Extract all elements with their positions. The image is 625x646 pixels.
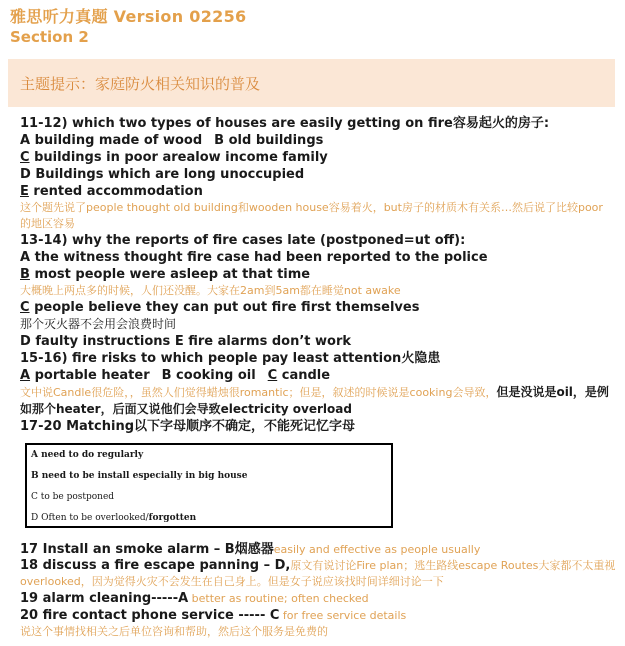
answer-letter: C [20, 150, 30, 165]
q13-options-de: D faulty instructions E fire alarms don’t work [20, 334, 352, 349]
q17-20-heading: 17-20 Matching以下字母顺序不确定，不能死记忆字母 [20, 419, 356, 434]
q13-option-b-note: 大概晚上两点多的时候，人们还没醒。大家在2am到5am都在睡觉not awake [20, 284, 401, 297]
q15-16-note: 文中说Candle很危险，，虽然人们觉得蜡烛很romantic；但是，叙述的时候说是cooking会导致，但是没说是oil，是例如那个heater，后面又说他们会导致electricity overload [20, 385, 609, 416]
table-row: D Often to be overlooked/forgotten [31, 513, 197, 523]
table-row: A need to do regularly [31, 450, 144, 460]
q11-12-note: 这个题先说了people thought old building和wooden house容易着火，but房子的材质木有关系…然后说了比较poor的地区容易 [20, 201, 603, 230]
topic-hint-box [8, 59, 615, 107]
topic-hint-text: 主题提示：家庭防火相关知识的普及 [20, 75, 261, 93]
matching-answers [20, 541, 620, 640]
q13-option-c: C people believe they can put out fire first themselves [20, 300, 420, 315]
q13-option-c-note: 那个灭火器不会用会浪费时间 [20, 317, 177, 331]
answer-20-note: 说这个事情找相关之后单位咨询和帮助，然后这个服务是免费的 [20, 625, 328, 638]
q11-option-a: A building made of wood [20, 133, 203, 148]
section-label: Section 2 [10, 28, 89, 46]
q13-14-question: 13-14) why the reports of fire cases late (postponed=ut off): [20, 233, 466, 248]
q11-12-question: 11-12) which two types of houses are easily getting on fire容易起火的房子: [20, 116, 550, 131]
questions-content [20, 115, 612, 435]
table-row: C to be postponed [31, 492, 115, 502]
answer-letter: C [267, 368, 278, 383]
q15-16-options: A portable heater B cooking oil C candle [20, 368, 331, 383]
q13-option-a: A the witness thought fire case had been reported to the police [20, 250, 488, 265]
q11-option-c: C buildings in poor arealow income family [20, 150, 328, 165]
q13-option-b: B most people were asleep at that time [20, 267, 311, 282]
q11-12-options-ab [20, 132, 612, 149]
answer-letter: E [20, 184, 29, 199]
q15-16-question: 15-16) fire risks to which people pay least attention火隐患 [20, 351, 441, 366]
answer-letter: C [20, 300, 30, 315]
answer-20: 20 fire contact phone service ----- C for free service details [20, 608, 407, 623]
q11-option-e: E rented accommodation [20, 184, 203, 199]
matching-options-table [25, 443, 393, 528]
document-title: 雅思听力真题 Version 02256 [10, 7, 247, 26]
q11-option-d: D Buildings which are long unoccupied [20, 167, 305, 182]
answer-18: 18 discuss a fire escape panning – D,原文有说讨论Fire plan；逃生路线escape Routes大家都不太重视overlooked，因为觉得火灾不会发生在自己身上。但是女子说应该找时间详细讨论一下 [20, 558, 616, 588]
q11-option-b: B old buildings [214, 133, 324, 148]
answer-letter: B [20, 267, 30, 282]
answer-19: 19 alarm cleaning-----A better as routine; often checked [20, 591, 369, 606]
answer-letter: A [20, 368, 31, 383]
q15-option-b: B cooking oil [161, 368, 256, 383]
answer-17: 17 Install an smoke alarm – B烟感器easily and effective as people usually [20, 542, 481, 557]
table-row: B need to be install especially in big house [31, 471, 248, 481]
